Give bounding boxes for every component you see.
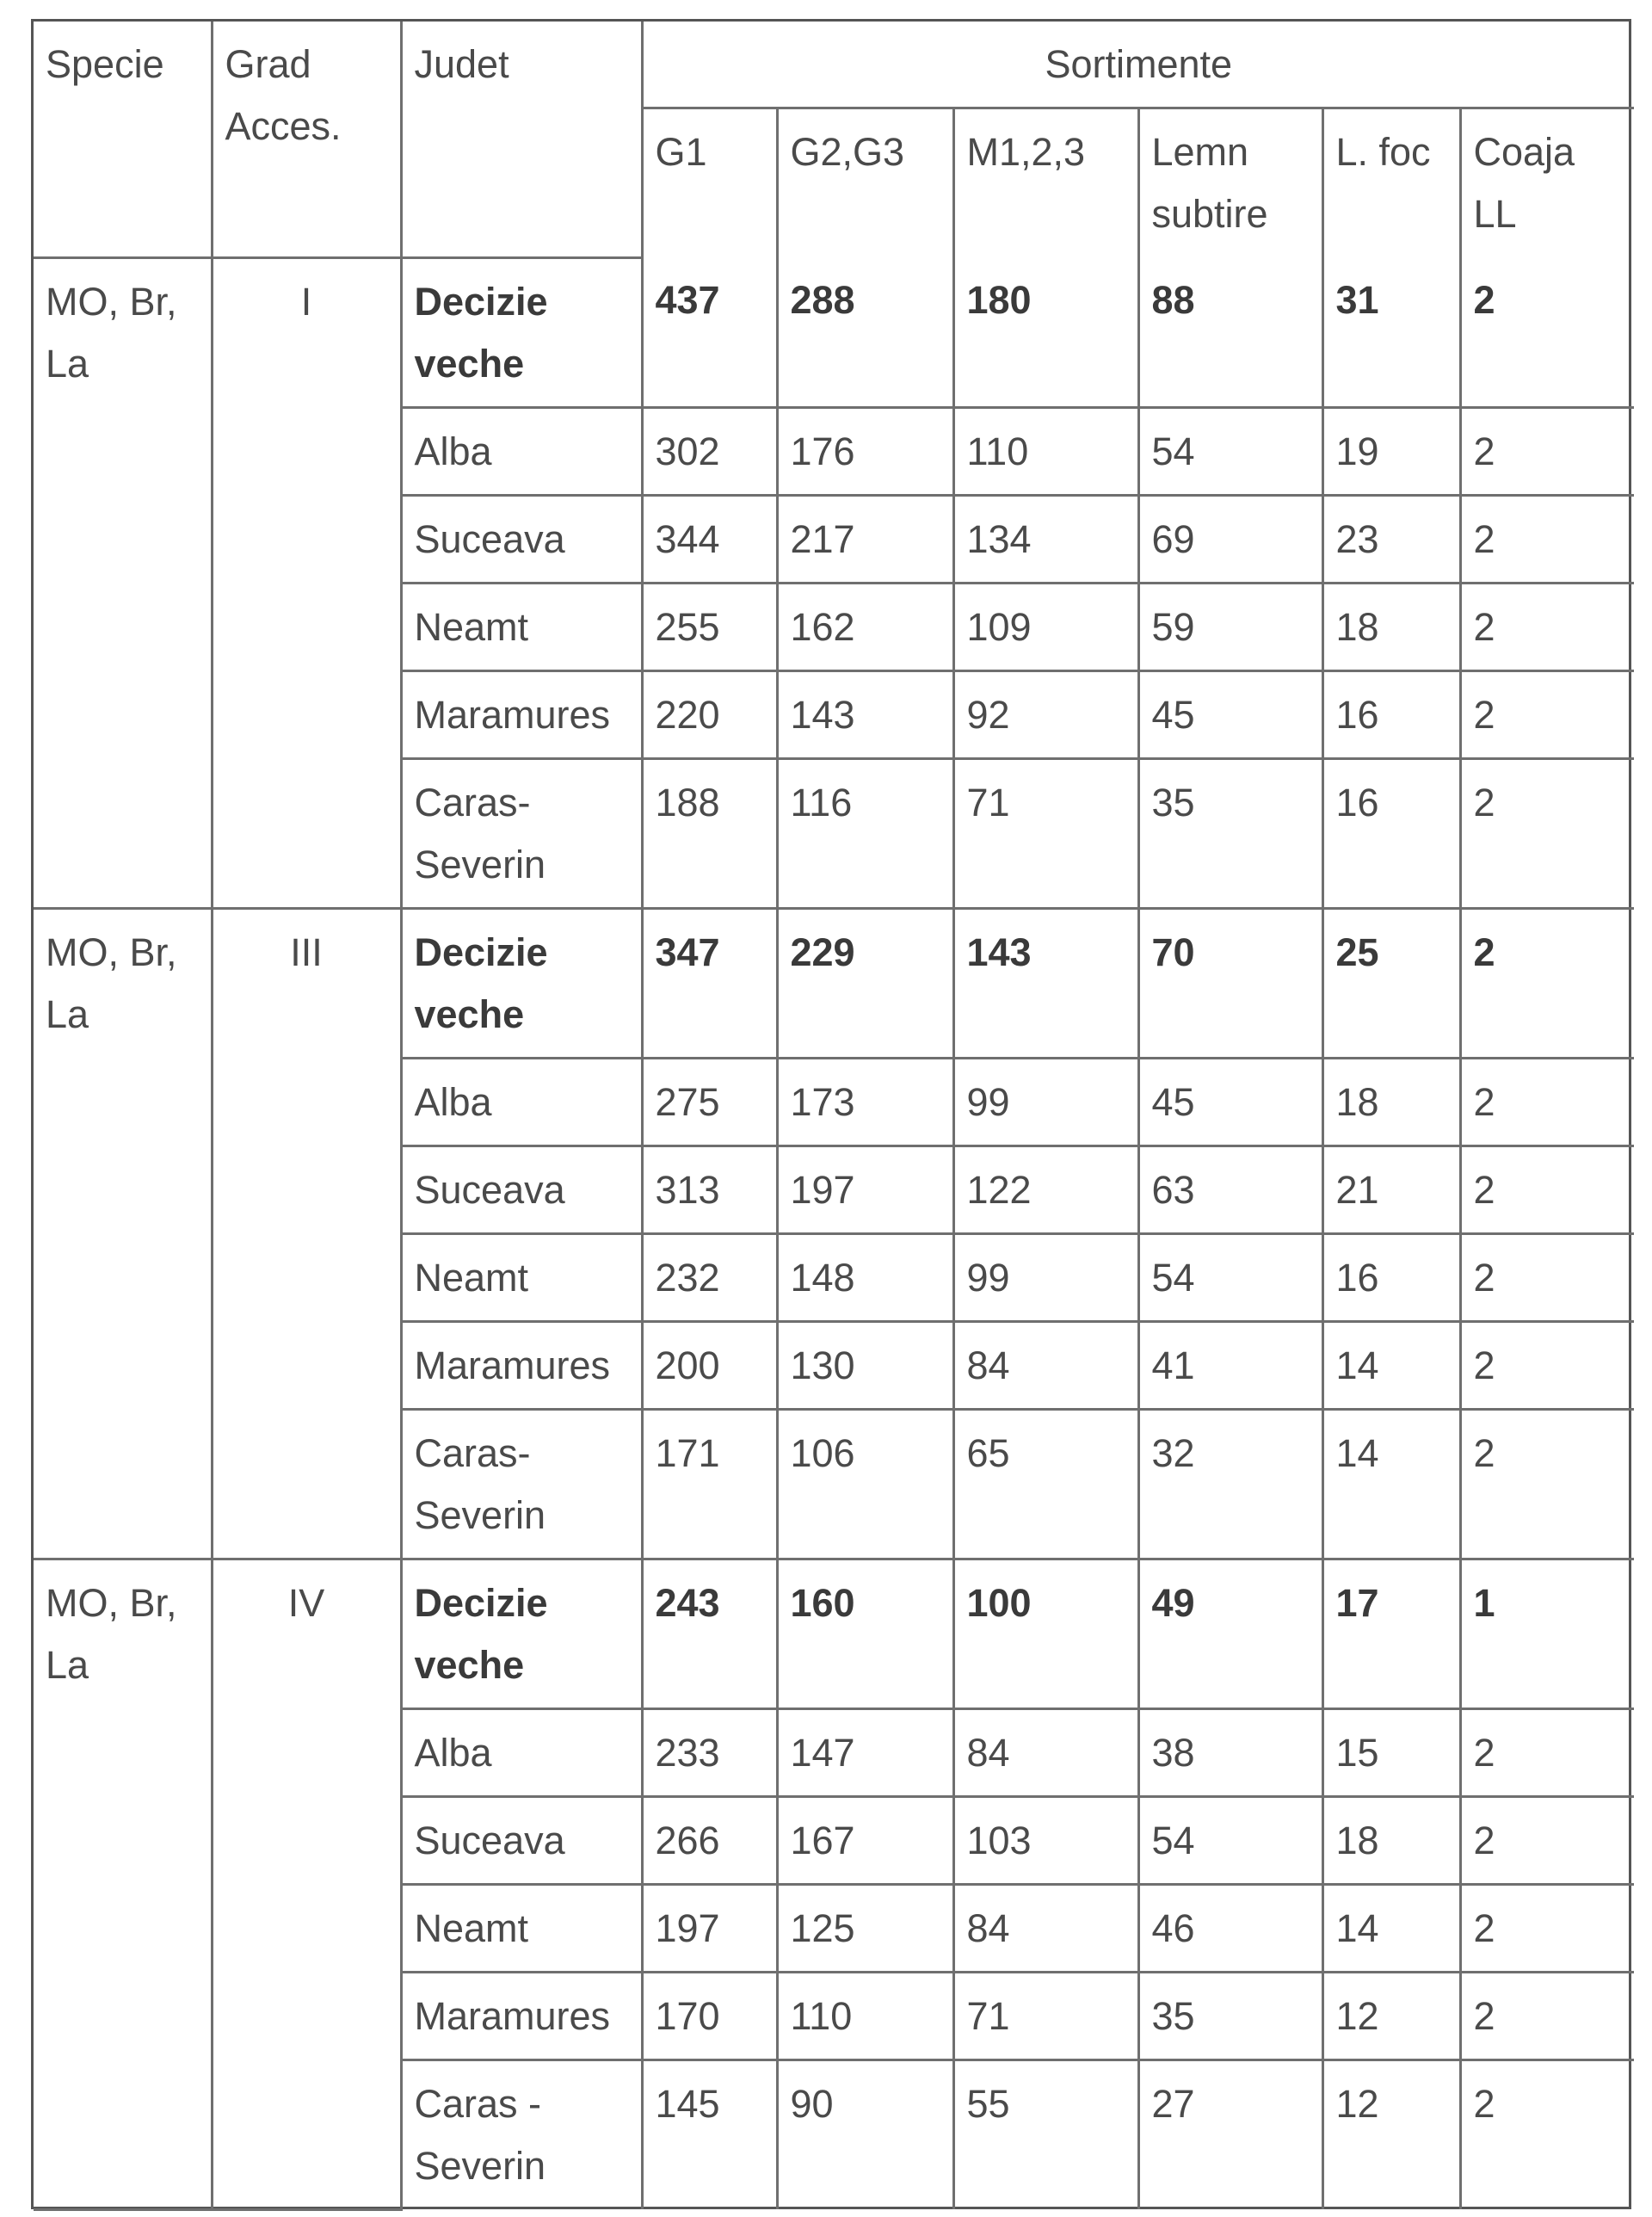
value-cell-m123: 92 (953, 670, 1138, 758)
value-cell-g2-g3: 143 (777, 670, 953, 758)
value-cell-coaja-ll: 2 (1460, 407, 1634, 495)
grad-cell: IV (212, 1559, 401, 2209)
header-judet: Judet (401, 22, 642, 257)
value-cell-g2-g3: 106 (777, 1409, 953, 1559)
judet-cell: Maramures (401, 1972, 642, 2060)
grad-cell: I (212, 257, 401, 908)
value-cell-l-foc: 16 (1322, 758, 1460, 908)
value-cell-lemn-subtire: 32 (1138, 1409, 1322, 1559)
value-cell-coaja-ll: 2 (1460, 495, 1634, 583)
header-sortimente: Sortimente (642, 22, 1634, 108)
value-cell-g1: 232 (642, 1233, 777, 1321)
judet-cell: Maramures (401, 670, 642, 758)
value-cell-lemn-subtire: 54 (1138, 407, 1322, 495)
value-cell-lemn-subtire: 49 (1138, 1559, 1322, 1708)
value-cell-coaja-ll: 2 (1460, 2060, 1634, 2209)
grad-cell: III (212, 908, 401, 1559)
value-cell-coaja-ll: 2 (1460, 1409, 1634, 1559)
header-col-l-foc: L. foc (1322, 108, 1460, 257)
value-cell-lemn-subtire: 27 (1138, 2060, 1322, 2209)
value-cell-lemn-subtire: 69 (1138, 495, 1322, 583)
value-cell-coaja-ll: 2 (1460, 257, 1634, 407)
value-cell-coaja-ll: 2 (1460, 908, 1634, 1058)
value-cell-g1: 275 (642, 1058, 777, 1146)
judet-cell: Suceava (401, 1146, 642, 1233)
judet-cell: Alba (401, 407, 642, 495)
value-cell-l-foc: 16 (1322, 1233, 1460, 1321)
value-cell-l-foc: 12 (1322, 2060, 1460, 2209)
value-cell-l-foc: 14 (1322, 1884, 1460, 1972)
value-cell-g1: 145 (642, 2060, 777, 2209)
value-cell-m123: 110 (953, 407, 1138, 495)
value-cell-g2-g3: 229 (777, 908, 953, 1058)
judet-cell: Alba (401, 1058, 642, 1146)
value-cell-g2-g3: 162 (777, 583, 953, 670)
value-cell-g2-g3: 160 (777, 1559, 953, 1708)
value-cell-coaja-ll: 2 (1460, 758, 1634, 908)
value-cell-lemn-subtire: 59 (1138, 583, 1322, 670)
value-cell-m123: 143 (953, 908, 1138, 1058)
table-row (34, 257, 1634, 407)
value-cell-l-foc: 18 (1322, 1796, 1460, 1884)
value-cell-lemn-subtire: 41 (1138, 1321, 1322, 1409)
value-cell-g1: 437 (642, 257, 777, 407)
judet-cell: Maramures (401, 1321, 642, 1409)
value-cell-l-foc: 18 (1322, 1058, 1460, 1146)
value-cell-m123: 84 (953, 1321, 1138, 1409)
judet-cell: Caras-Severin (401, 758, 642, 908)
value-cell-m123: 65 (953, 1409, 1138, 1559)
value-cell-m123: 99 (953, 1233, 1138, 1321)
header-col-g1: G1 (642, 108, 777, 257)
value-cell-g1: 220 (642, 670, 777, 758)
value-cell-coaja-ll: 2 (1460, 1972, 1634, 2060)
value-cell-g1: 188 (642, 758, 777, 908)
value-cell-coaja-ll: 2 (1460, 1321, 1634, 1409)
value-cell-g2-g3: 116 (777, 758, 953, 908)
value-cell-g1: 266 (642, 1796, 777, 1884)
value-cell-m123: 109 (953, 583, 1138, 670)
value-cell-m123: 71 (953, 758, 1138, 908)
value-cell-m123: 103 (953, 1796, 1138, 1884)
value-cell-lemn-subtire: 35 (1138, 758, 1322, 908)
value-cell-l-foc: 14 (1322, 1321, 1460, 1409)
header-specie: Specie (34, 22, 212, 257)
sortimente-table-container (31, 19, 1631, 2209)
judet-cell: Suceava (401, 1796, 642, 1884)
value-cell-l-foc: 15 (1322, 1708, 1460, 1796)
value-cell-lemn-subtire: 38 (1138, 1708, 1322, 1796)
value-cell-g1: 197 (642, 1884, 777, 1972)
judet-cell: Decizie veche (401, 908, 642, 1058)
value-cell-coaja-ll: 2 (1460, 1884, 1634, 1972)
value-cell-g2-g3: 147 (777, 1708, 953, 1796)
judet-cell: Decizie veche (401, 257, 642, 407)
value-cell-coaja-ll: 2 (1460, 583, 1634, 670)
value-cell-l-foc: 17 (1322, 1559, 1460, 1708)
judet-cell: Decizie veche (401, 1559, 642, 1708)
value-cell-g2-g3: 110 (777, 1972, 953, 2060)
specie-cell: MO, Br, La (34, 1559, 212, 2209)
value-cell-g1: 170 (642, 1972, 777, 2060)
header-row-top (34, 22, 1634, 108)
value-cell-lemn-subtire: 70 (1138, 908, 1322, 1058)
value-cell-coaja-ll: 2 (1460, 1708, 1634, 1796)
header-grad-acces: Grad Acces. (212, 22, 401, 257)
judet-cell: Caras - Severin (401, 2060, 642, 2209)
value-cell-g1: 200 (642, 1321, 777, 1409)
value-cell-l-foc: 19 (1322, 407, 1460, 495)
table-row (34, 1559, 1634, 1708)
value-cell-l-foc: 21 (1322, 1146, 1460, 1233)
value-cell-g1: 344 (642, 495, 777, 583)
table-body (34, 257, 1634, 2209)
value-cell-l-foc: 18 (1322, 583, 1460, 670)
value-cell-coaja-ll: 2 (1460, 1058, 1634, 1146)
judet-cell: Neamt (401, 583, 642, 670)
value-cell-m123: 55 (953, 2060, 1138, 2209)
specie-cell: MO, Br, La (34, 257, 212, 908)
value-cell-m123: 122 (953, 1146, 1138, 1233)
value-cell-g1: 347 (642, 908, 777, 1058)
judet-cell: Suceava (401, 495, 642, 583)
value-cell-m123: 84 (953, 1884, 1138, 1972)
value-cell-lemn-subtire: 46 (1138, 1884, 1322, 1972)
value-cell-coaja-ll: 2 (1460, 1796, 1634, 1884)
value-cell-l-foc: 16 (1322, 670, 1460, 758)
value-cell-g2-g3: 90 (777, 2060, 953, 2209)
value-cell-lemn-subtire: 63 (1138, 1146, 1322, 1233)
value-cell-g1: 255 (642, 583, 777, 670)
value-cell-l-foc: 25 (1322, 908, 1460, 1058)
value-cell-g1: 313 (642, 1146, 777, 1233)
value-cell-m123: 180 (953, 257, 1138, 407)
judet-cell: Alba (401, 1708, 642, 1796)
value-cell-coaja-ll: 2 (1460, 670, 1634, 758)
header-col-m123: M1,2,3 (953, 108, 1138, 257)
sortimente-table (34, 22, 1634, 2211)
value-cell-coaja-ll: 2 (1460, 1146, 1634, 1233)
value-cell-g2-g3: 130 (777, 1321, 953, 1409)
value-cell-lemn-subtire: 54 (1138, 1233, 1322, 1321)
value-cell-m123: 71 (953, 1972, 1138, 2060)
value-cell-g2-g3: 148 (777, 1233, 953, 1321)
judet-cell: Neamt (401, 1233, 642, 1321)
value-cell-lemn-subtire: 54 (1138, 1796, 1322, 1884)
header-col-coaja-ll: Coaja LL (1460, 108, 1634, 257)
value-cell-g2-g3: 173 (777, 1058, 953, 1146)
value-cell-g2-g3: 217 (777, 495, 953, 583)
value-cell-lemn-subtire: 45 (1138, 1058, 1322, 1146)
value-cell-g1: 302 (642, 407, 777, 495)
specie-cell: MO, Br, La (34, 908, 212, 1559)
value-cell-coaja-ll: 1 (1460, 1559, 1634, 1708)
value-cell-l-foc: 23 (1322, 495, 1460, 583)
header-col-lemn-subtire: Lemn subtire (1138, 108, 1322, 257)
value-cell-g1: 243 (642, 1559, 777, 1708)
value-cell-coaja-ll: 2 (1460, 1233, 1634, 1321)
header-col-g2-g3: G2,G3 (777, 108, 953, 257)
value-cell-m123: 84 (953, 1708, 1138, 1796)
value-cell-lemn-subtire: 35 (1138, 1972, 1322, 2060)
value-cell-lemn-subtire: 88 (1138, 257, 1322, 407)
value-cell-m123: 99 (953, 1058, 1138, 1146)
judet-cell: Caras-Severin (401, 1409, 642, 1559)
value-cell-g2-g3: 288 (777, 257, 953, 407)
value-cell-m123: 134 (953, 495, 1138, 583)
value-cell-m123: 100 (953, 1559, 1138, 1708)
table-row (34, 908, 1634, 1058)
value-cell-g2-g3: 125 (777, 1884, 953, 1972)
value-cell-g1: 171 (642, 1409, 777, 1559)
value-cell-l-foc: 12 (1322, 1972, 1460, 2060)
value-cell-g2-g3: 176 (777, 407, 953, 495)
value-cell-lemn-subtire: 45 (1138, 670, 1322, 758)
value-cell-g2-g3: 197 (777, 1146, 953, 1233)
value-cell-l-foc: 14 (1322, 1409, 1460, 1559)
judet-cell: Neamt (401, 1884, 642, 1972)
value-cell-g1: 233 (642, 1708, 777, 1796)
value-cell-l-foc: 31 (1322, 257, 1460, 407)
value-cell-g2-g3: 167 (777, 1796, 953, 1884)
